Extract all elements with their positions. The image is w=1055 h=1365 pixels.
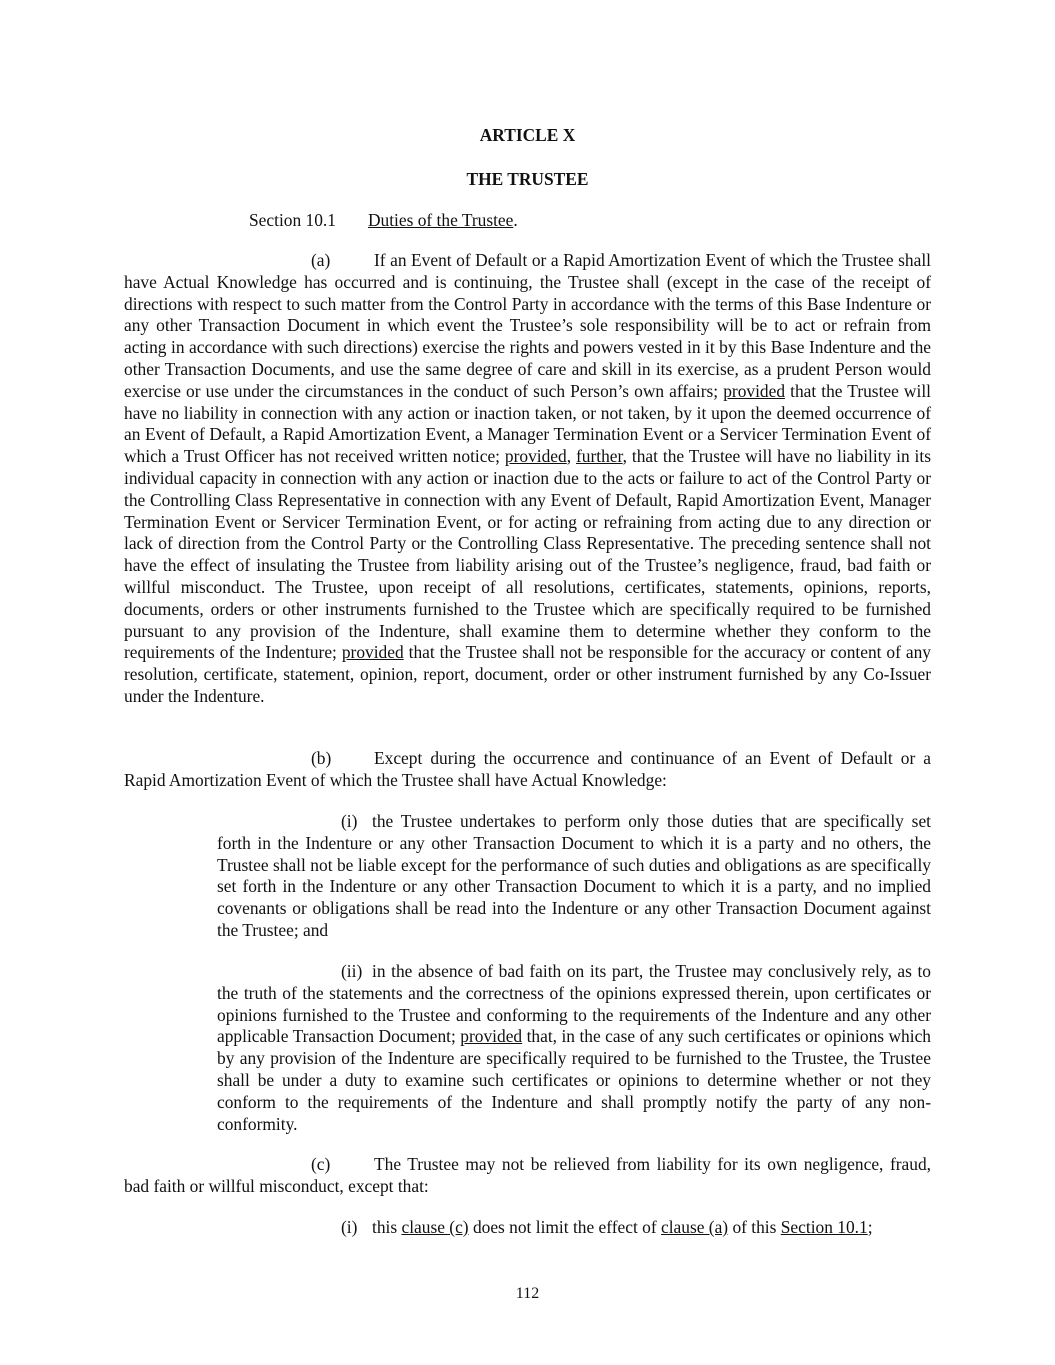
paragraph-b-ii-label: (ii) <box>341 961 363 981</box>
section-title: Duties of the Trustee <box>367 210 514 230</box>
provided-term: provided <box>460 1026 523 1047</box>
paragraph-c <box>124 1154 931 1198</box>
paragraph-b-ii <box>217 961 931 1135</box>
article-title: THE TRUSTEE <box>466 169 589 189</box>
paragraph-c-i-text-1: this <box>372 1217 402 1237</box>
paragraph-a-text-3: , <box>566 446 576 467</box>
provided-term: provided <box>341 642 404 663</box>
paragraph-c-text: The Trustee may not be relieved from liability for its own negligence, fraud, bad faith or willful misconduct, except that: <box>124 1154 931 1196</box>
paragraph-b <box>124 748 931 792</box>
article-number: ARTICLE X <box>479 125 576 145</box>
paragraph-c-i <box>341 1216 873 1238</box>
section-heading <box>249 209 518 231</box>
paragraph-c-i-text-4: ; <box>867 1217 873 1237</box>
paragraph-b-i-text: the Trustee undertakes to perform only those duties that are specifically set forth in the Indenture or any other Transaction Document to which it is a party and no others, the Trustee shall not be liable except for the performance of such duties and obligations as are specifically set forth in the Indenture or any other Transaction Document to which it is a party, and no implied covenants or obligations shall be read into the Indenture or any other Transaction Document against the Trustee; and <box>217 811 931 940</box>
paragraph-b-i-label: (i) <box>341 811 358 831</box>
clause-c-reference: clause (c) <box>401 1217 469 1237</box>
paragraph-b-i <box>217 811 931 942</box>
paragraph-a-text-1: If an Event of Default or a Rapid Amortization Event of which the Trustee shall have Actual Knowledge has occurred and is continuing, the Trustee shall (except in the case of the receipt of directions with respect to such matter from the Control Party in accordance with the terms of this Base Indenture or any other Transaction Document in which event the Trustee’s sole responsibility will be to act or refrain from acting in accordance with such directions) exercise the rights and powers vested in it by this Base Indenture and the other Transaction Documents, and use the same degree of care and skill in its exercise, as a prudent Person would exercise or use under the circumstances in the conduct of such Person’s own affairs; <box>124 250 931 401</box>
paragraph-a-label: (a) <box>311 250 331 270</box>
paragraph-a-text-2: that the Trustee will have no liability in connection with any action or inaction taken, or not taken, by it upon the deemed occurrence of an Event of Default, a Rapid Amortization Event, a Manager Termination Event or a Servicer Termination Event of which a Trust Officer has not received written notice; <box>124 380 931 467</box>
further-term: further <box>576 446 623 467</box>
paragraph-b-ii-text-2: that, in the case of any such certificates or opinions which by any provision of the Indenture are specifically required to be furnished to the Trustee, the Trustee shall be under a duty to examine such certificates or opinions to determine whether or not they conform to the requirements of the Indenture and shall promptly notify the party of any non-conformity. <box>217 1026 931 1134</box>
paragraph-b-label: (b) <box>311 748 332 768</box>
paragraph-c-i-text-2: does not limit the effect of <box>468 1217 661 1237</box>
paragraph-b-text: Except during the occurrence and continuance of an Event of Default or a Rapid Amortization Event of which the Trustee shall have Actual Knowledge: <box>124 748 931 790</box>
clause-a-reference: clause (a) <box>660 1217 729 1237</box>
paragraph-a-text-5: that the Trustee shall not be responsible for the accuracy or content of any resolution, certificate, statement, opinion, report, document, order or other instrument furnished by any Co-Issuer under the Indenture. <box>124 642 931 706</box>
provided-term: provided <box>723 380 786 401</box>
section-title-suffix: . <box>513 210 518 230</box>
paragraph-c-i-text-3: of this <box>728 1217 781 1237</box>
paragraph-c-label: (c) <box>311 1154 331 1174</box>
paragraph-a <box>124 250 931 708</box>
paragraph-b-ii-text-1: in the absence of bad faith on its part, the Trustee may conclusively rely, as to the truth of the statements and the correctness of the opinions expressed therein, upon certificates or opinions furnished to the Trustee and conforming to the requirements of the Indenture and any other applicable Transaction Document; <box>217 961 931 1047</box>
section-reference: Section 10.1 <box>780 1217 868 1237</box>
paragraph-a-text-4: , that the Trustee will have no liability in its individual capacity in connection with any action or inaction due to the acts or failure to act of the Control Party or the Controlling Class Representative in connection with any Event of Default, Rapid Amortization Event, Manager Termination Event or Servicer Termination Event, or for acting or refraining from acting due to any direction or lack of direction from the Control Party or the Controlling Class Representative. The preceding sentence shall not have the effect of insulating the Trustee from liability arising out of the Trustee’s negligence, fraud, bad faith or willful misconduct. The Trustee, upon receipt of all resolutions, certificates, statements, opinions, reports, documents, orders or other instruments furnished to the Trustee which are specifically required to be furnished pursuant to any provision of the Indenture, shall examine them to determine whether they conform to the requirements of the Indenture; <box>124 446 931 663</box>
section-number: Section 10.1 <box>249 210 336 230</box>
paragraph-c-i-label: (i) <box>341 1217 358 1237</box>
provided-term: provided <box>504 446 567 467</box>
page-number: 112 <box>515 1285 540 1302</box>
